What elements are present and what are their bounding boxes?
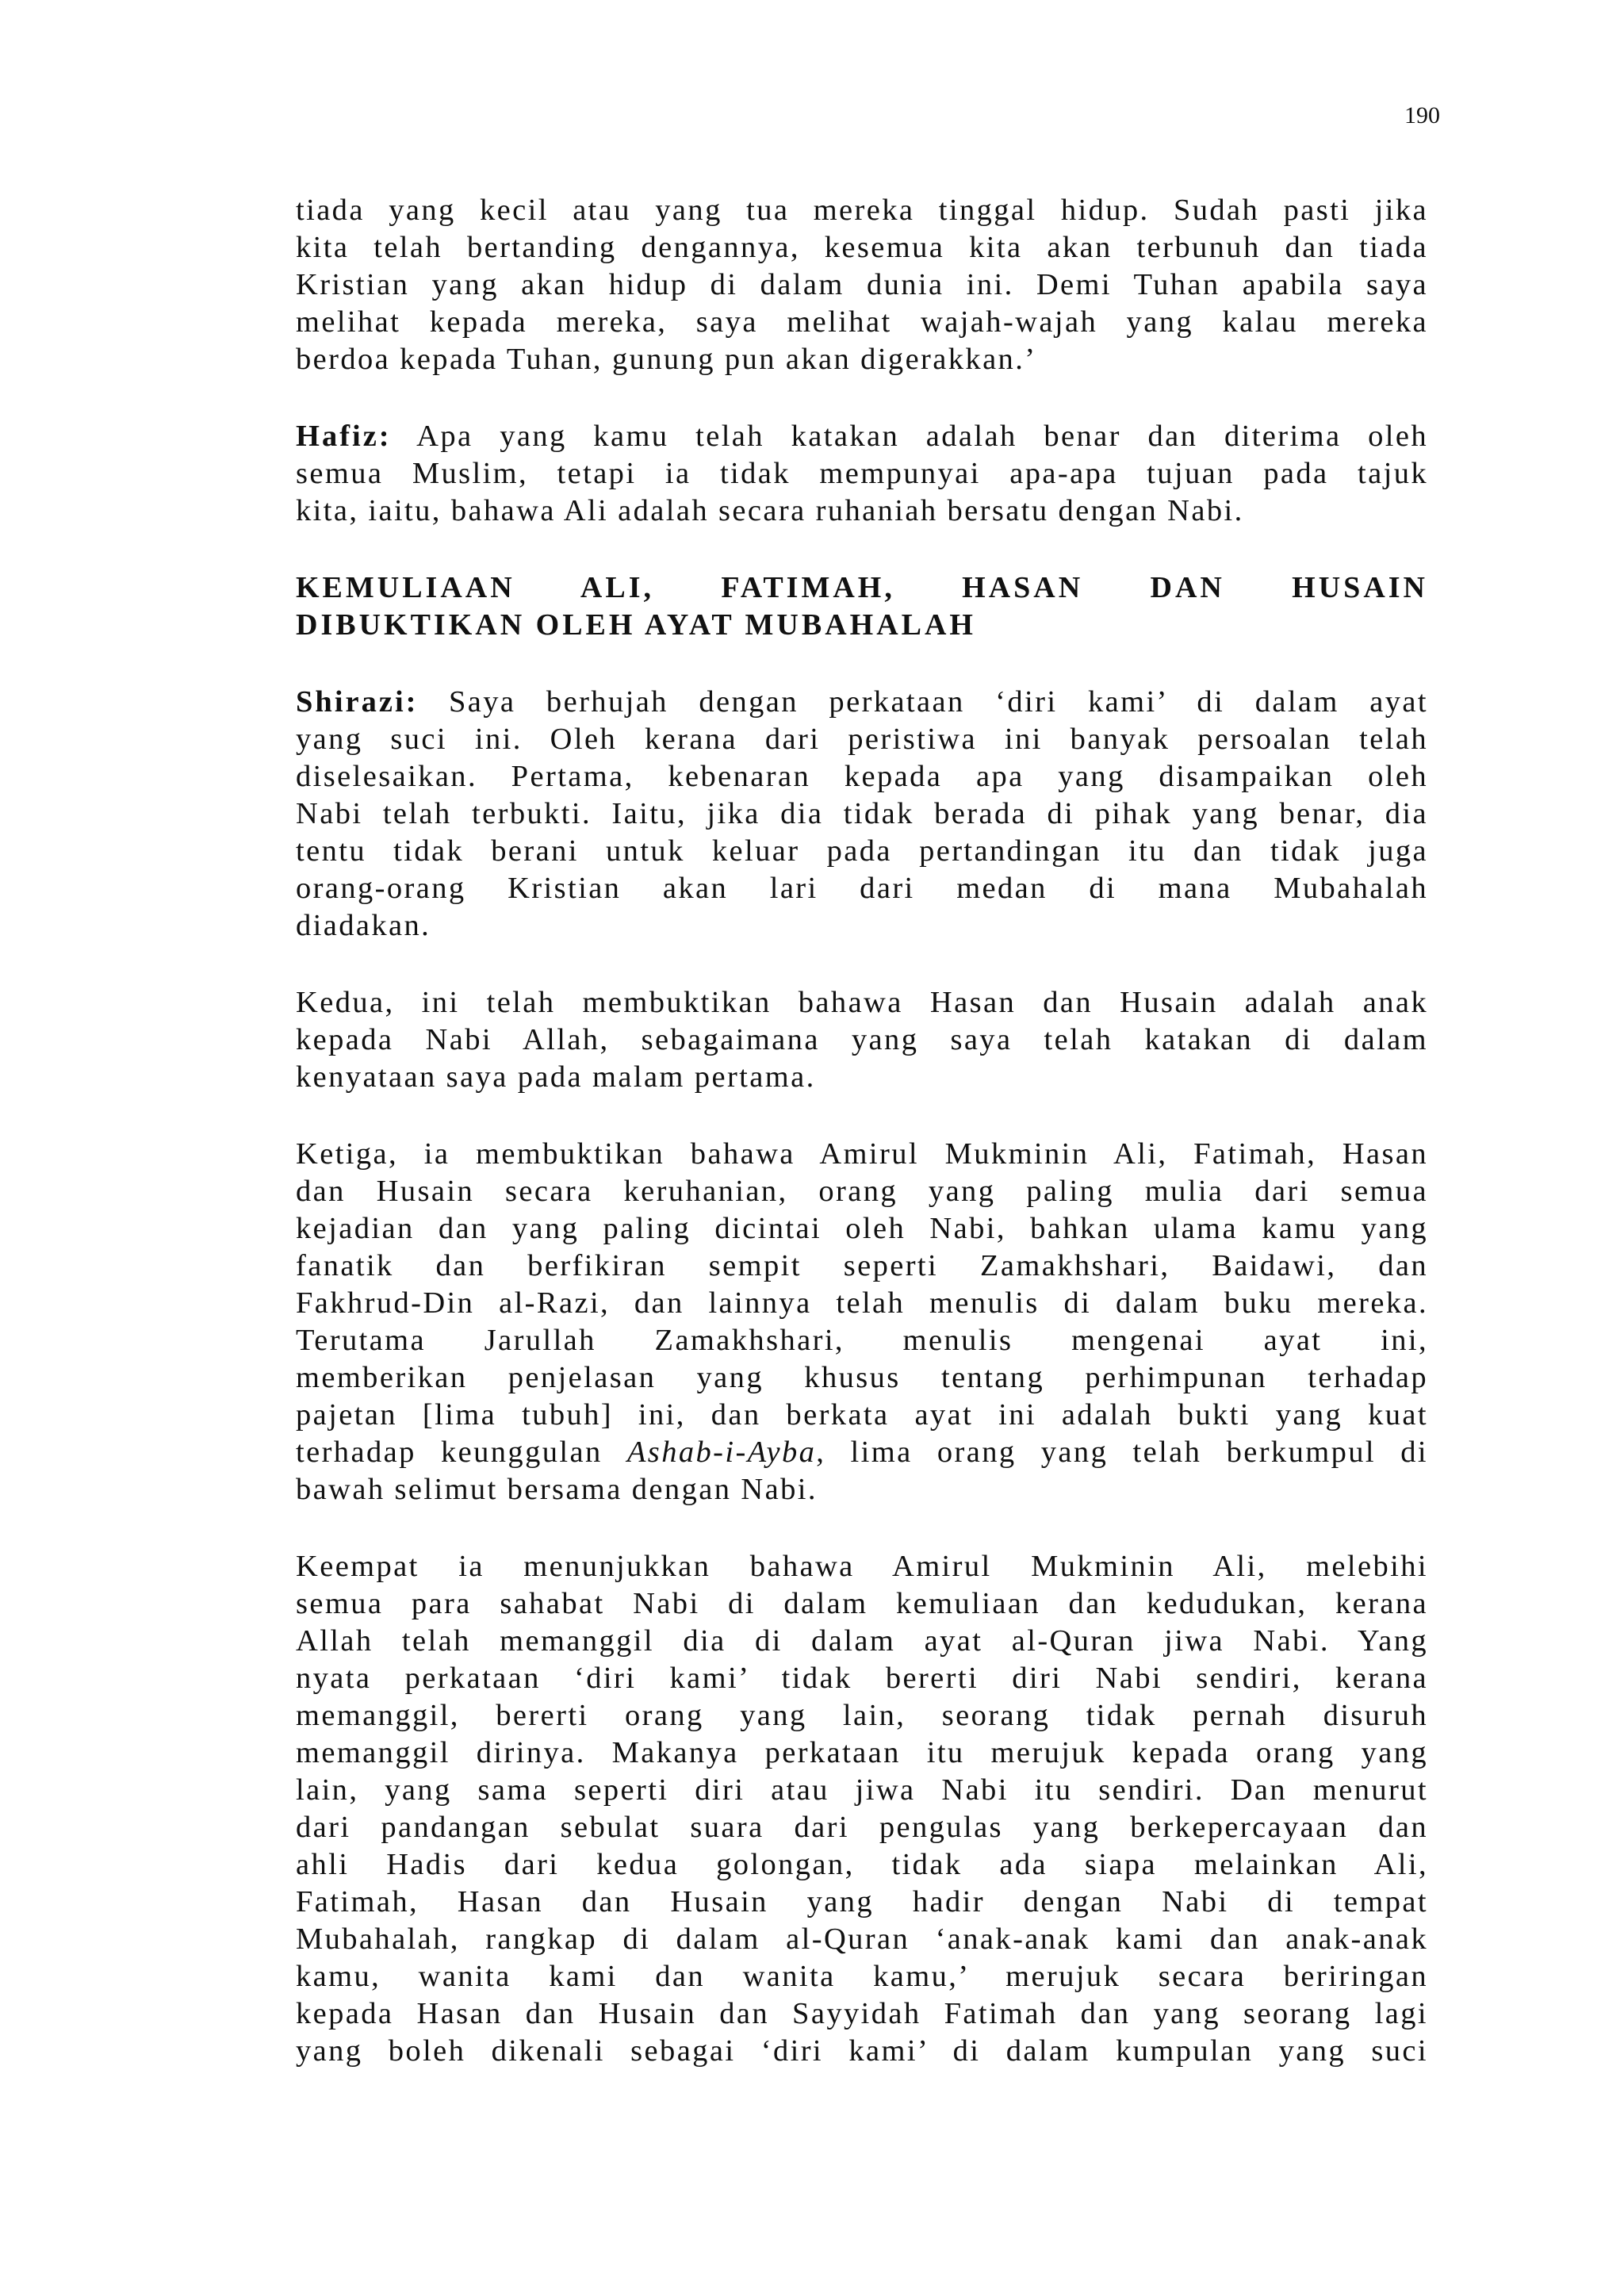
text-line: Nabi telah terbukti. Iaitu, jika dia tidak berada di pihak yang benar, dia	[296, 797, 1428, 830]
text-line: kejadian dan yang paling dicintai oleh Nabi, bahkan ulama kamu yang	[296, 1212, 1428, 1245]
text-line: semua Muslim, tetapi ia tidak mempunyai apa-apa tujuan pada tajuk	[296, 457, 1428, 490]
text-line: kamu, wanita kami dan wanita kamu,’ merujuk secara beriringan	[296, 1960, 1428, 1993]
text-fragment: terhadap keunggulan	[296, 1435, 627, 1469]
text-line	[296, 418, 1428, 455]
speaker-name: Shirazi:	[296, 685, 419, 719]
heading-line: KEMULIAAN ALI, FATIMAH, HASAN DAN HUSAIN	[296, 571, 1428, 604]
text-line: ahli Hadis dari kedua golongan, tidak ada siapa melainkan Ali,	[296, 1848, 1428, 1881]
text-line: nyata perkataan ‘diri kami’ tidak bererti diri Nabi sendiri, kerana	[296, 1662, 1428, 1695]
text-line	[296, 1434, 1428, 1471]
text-line: tiada yang kecil atau yang tua mereka tinggal hidup. Sudah pasti jika	[296, 194, 1428, 227]
text-line: Allah telah memanggil dia di dalam ayat al-Quran jiwa Nabi. Yang	[296, 1624, 1428, 1658]
text-line: Kedua, ini telah membuktikan bahawa Hasan dan Husain adalah anak	[296, 986, 1428, 1019]
text-line: dan Husain secara keruhanian, orang yang paling mulia dari semua	[296, 1175, 1428, 1208]
paragraph-quote-end	[296, 192, 1428, 378]
heading-line: DIBUKTIKAN OLEH AYAT MUBAHALAH	[296, 608, 976, 642]
text-fragment: Saya berhujah dengan perkataan ‘diri kami’ di dalam ayat	[418, 685, 1428, 719]
page-body	[296, 192, 1428, 2110]
paragraph-shirazi	[296, 684, 1428, 945]
page-number: 190	[1404, 102, 1440, 128]
text-line: Ketiga, ia membuktikan bahawa Amirul Mukminin Ali, Fatimah, Hasan	[296, 1137, 1428, 1171]
paragraph-hafiz	[296, 418, 1428, 530]
speaker-name: Hafiz:	[296, 420, 392, 453]
text-line: kepada Hasan dan Husain dan Sayyidah Fatimah dan yang seorang lagi	[296, 1997, 1428, 2030]
text-line: Mubahalah, rangkap di dalam al-Quran ‘anak-anak kami dan anak-anak	[296, 1922, 1428, 1956]
section-heading	[296, 569, 1428, 644]
paragraph-keempat	[296, 1548, 1428, 2070]
text-line: yang suci ini. Oleh kerana dari peristiwa ini banyak persoalan telah	[296, 723, 1428, 756]
text-line	[296, 684, 1428, 721]
text-fragment: , lima orang yang telah berkumpul di	[816, 1435, 1428, 1469]
text-line: kita, iaitu, bahawa Ali adalah secara ruhaniah bersatu dengan Nabi.	[296, 494, 1244, 527]
text-line: pajetan [lima tubuh] ini, dan berkata ayat ini adalah bukti yang kuat	[296, 1398, 1428, 1432]
text-line: Terutama Jarullah Zamakhshari, menulis mengenai ayat ini,	[296, 1324, 1428, 1357]
text-fragment: Apa yang kamu telah katakan adalah benar dan diterima oleh	[391, 420, 1428, 453]
paragraph-ketiga	[296, 1136, 1428, 1508]
text-line: Fakhrud-Din al-Razi, dan lainnya telah menulis di dalam buku mereka.	[296, 1286, 1428, 1320]
text-line: berdoa kepada Tuhan, gunung pun akan digerakkan.’	[296, 343, 1037, 376]
text-line: memanggil, bererti orang yang lain, seorang tidak pernah disuruh	[296, 1699, 1428, 1732]
text-line: kita telah bertanding dengannya, kesemua kita akan terbunuh dan tiada	[296, 231, 1428, 264]
text-line: lain, yang sama seperti diri atau jiwa Nabi itu sendiri. Dan menurut	[296, 1773, 1428, 1807]
text-line: diadakan.	[296, 909, 431, 942]
text-line: semua para sahabat Nabi di dalam kemuliaan dan kedudukan, kerana	[296, 1587, 1428, 1620]
text-line: tentu tidak berani untuk keluar pada pertandingan itu dan tidak juga	[296, 834, 1428, 868]
text-line: memanggil dirinya. Makanya perkataan itu merujuk kepada orang yang	[296, 1736, 1428, 1769]
text-line: Kristian yang akan hidup di dalam dunia ini. Demi Tuhan apabila saya	[296, 268, 1428, 301]
text-line: bawah selimut bersama dengan Nabi.	[296, 1473, 818, 1506]
text-line: melihat kepada mereka, saya melihat wajah-wajah yang kalau mereka	[296, 305, 1428, 339]
text-line: dari pandangan sebulat suara dari pengulas yang berkepercayaan dan	[296, 1811, 1428, 1844]
text-line: fanatik dan berfikiran sempit seperti Zamakhshari, Baidawi, dan	[296, 1249, 1428, 1282]
text-line: kenyataan saya pada malam pertama.	[296, 1060, 816, 1094]
paragraph-kedua	[296, 984, 1428, 1096]
italic-term: Ashab-i-Ayba	[626, 1435, 817, 1469]
text-line: memberikan penjelasan yang khusus tentang perhimpunan terhadap	[296, 1361, 1428, 1394]
text-line: kepada Nabi Allah, sebagaimana yang saya telah katakan di dalam	[296, 1023, 1428, 1056]
text-line: yang boleh dikenali sebagai ‘diri kami’ di dalam kumpulan yang suci	[296, 2034, 1428, 2068]
text-line: diselesaikan. Pertama, kebenaran kepada apa yang disampaikan oleh	[296, 760, 1428, 793]
text-line: Keempat ia menunjukkan bahawa Amirul Mukminin Ali, melebihi	[296, 1550, 1428, 1583]
text-line: orang-orang Kristian akan lari dari medan di mana Mubahalah	[296, 872, 1428, 905]
text-line: Fatimah, Hasan dan Husain yang hadir dengan Nabi di tempat	[296, 1885, 1428, 1918]
